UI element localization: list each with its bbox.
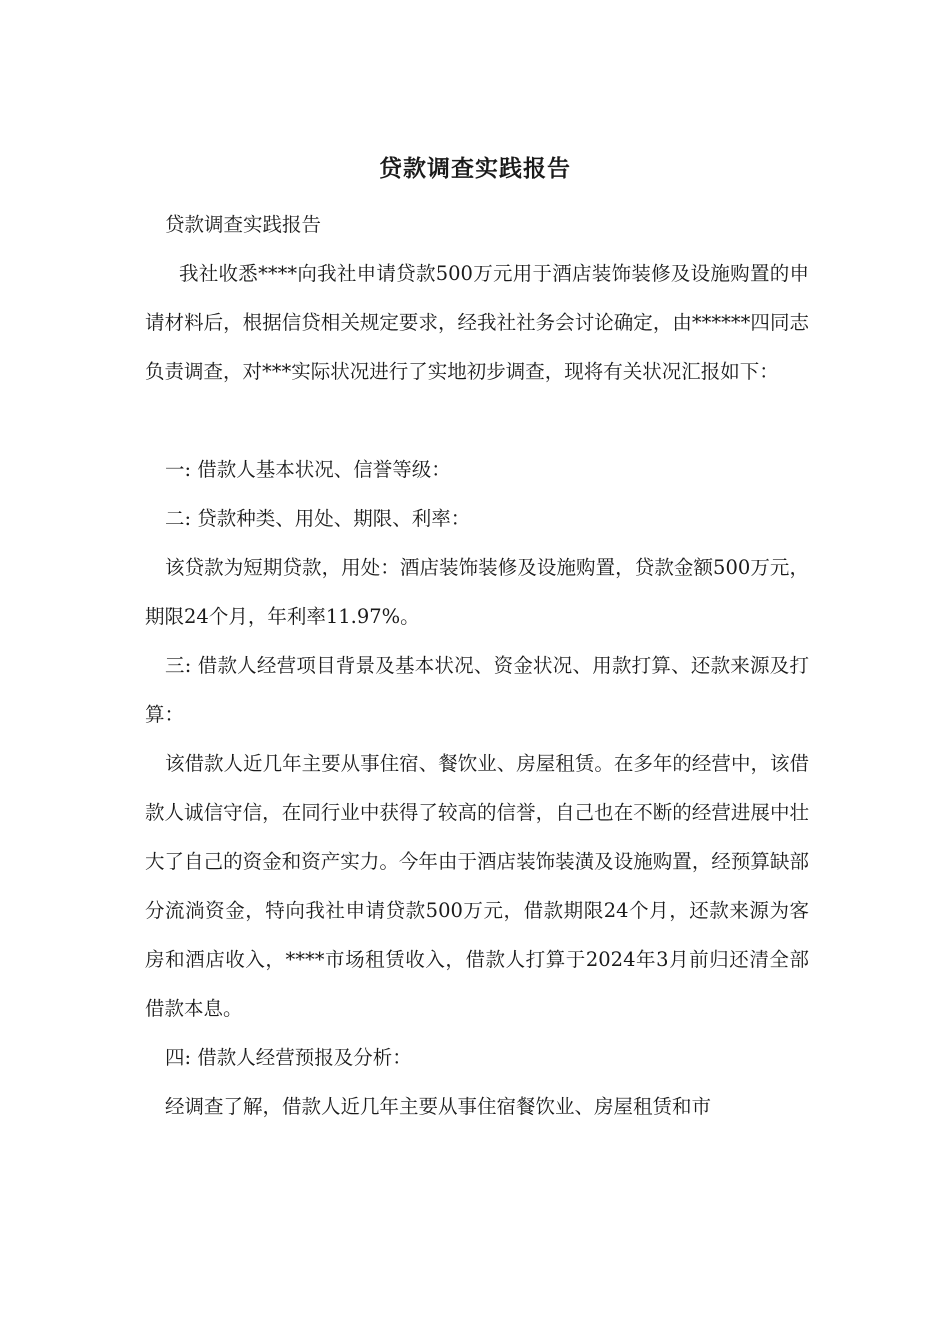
paragraph-investigation: 经调查了解，借款人近几年主要从事住宿餐饮业、房屋租赁和市 [165, 1095, 712, 1118]
section-heading-4: 四: 借款人经营预报及分析： [165, 1046, 412, 1069]
document-title: 贷款调查实践报告 [379, 155, 571, 182]
document-body [145, 200, 809, 1131]
section-heading-1: 一: 借款人基本状况、信誉等级： [165, 458, 451, 481]
section-heading-3: 三: 借款人经营项目背景及基本状况、资金状况、用款打算、还款来源及打算： [145, 654, 809, 726]
section-heading-2: 二: 贷款种类、用处、期限、利率： [165, 507, 471, 530]
paragraph-subtitle: 贷款调查实践报告 [165, 213, 322, 236]
paragraph-spacer [145, 396, 809, 445]
paragraph-borrower-background: 该借款人近几年主要从事住宿、餐饮业、房屋租赁。在多年的经营中，该借款人诚信守信，在同行业中获得了较高的信誉，自己也在不断的经营进展中壮大了自己的资金和资产实力。今年由于酒店装饰装潢及设施购置，经预算缺部分流淌资金，特向我社申请贷款500万元，借款期限24个月，还款来源为客房和酒店收入，****市场租赁收入，借款人打算于2024年3月前归还清全部借款本息。 [145, 752, 809, 1020]
paragraph-intro: 我社收悉****向我社申请贷款500万元用于酒店装饰装修及设施购置的申请材料后，根据信贷相关规定要求，经我社社务会讨论确定，由******四同志负责调查，对***实际状况进行了实地初步调查，现将有关状况汇报如下： [145, 262, 809, 383]
paragraph-loan-terms: 该贷款为短期贷款，用处：酒店装饰装修及设施购置，贷款金额500万元，期限24个月，年利率11.97%。 [145, 556, 809, 628]
